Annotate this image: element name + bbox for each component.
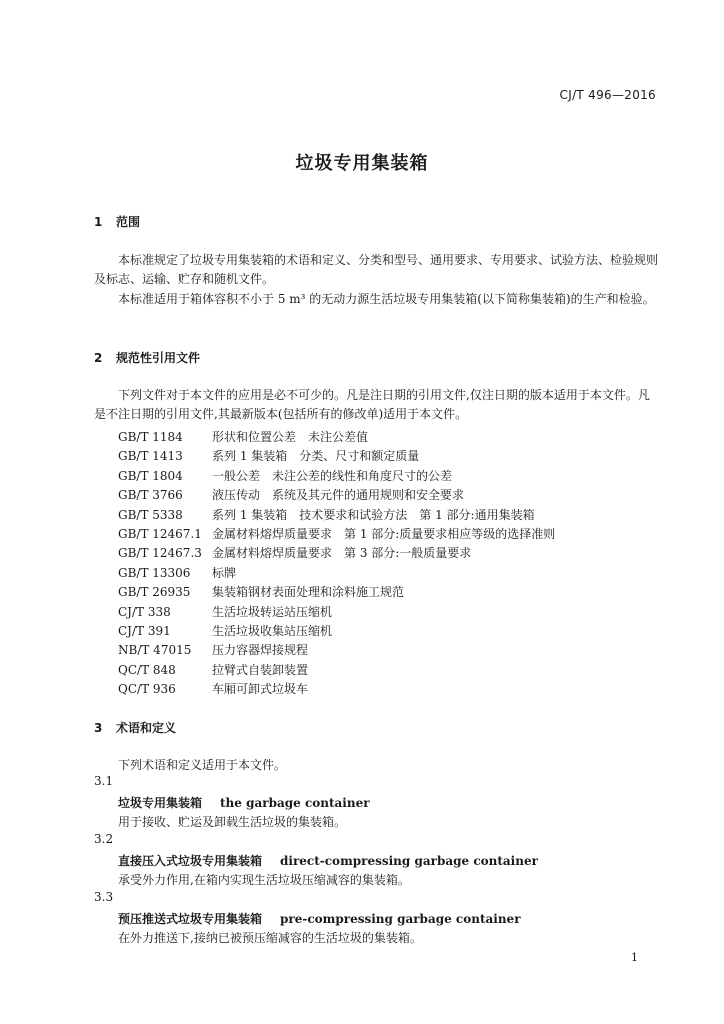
reference-code: GB/T 3766 [118, 488, 183, 503]
term-name-zh: 垃圾专用集装箱 [118, 796, 203, 810]
section-3-heading [94, 719, 176, 736]
reference-title: 系列 1 集装箱 分类、尺寸和额定质量 [212, 449, 420, 464]
document-title: 垃圾专用集装箱 [295, 153, 429, 174]
section-2-heading [94, 349, 200, 366]
reference-item [118, 447, 555, 466]
reference-item [118, 622, 555, 641]
reference-item [118, 661, 555, 680]
section-number: 3 [94, 721, 103, 735]
reference-title: 压力容器焊接规程 [212, 643, 309, 658]
reference-code: CJ/T 391 [118, 623, 171, 638]
reference-code: GB/T 12467.1 [118, 526, 202, 541]
reference-item [118, 680, 555, 699]
reference-title: 生活垃圾收集站压缩机 [212, 623, 333, 638]
term-name [118, 852, 538, 869]
section-1-heading [94, 213, 140, 230]
reference-item [118, 486, 555, 505]
scope-paragraph-1: 本标准规定了垃圾专用集装箱的术语和定义、分类和型号、通用要求、专用要求、试验方法、检验规则及标志、运输、贮存和随机文件。 [94, 253, 659, 286]
term-name-en: the garbage container [220, 796, 370, 810]
reference-item [118, 525, 555, 544]
reference-code: GB/T 1413 [118, 449, 183, 464]
references-intro: 下列文件对于本文件的应用是必不可少的。凡是注日期的引用文件,仅注日期的版本适用于本文件。凡是不注日期的引用文件,其最新版本(包括所有的修改单)适用于本文件。 [94, 388, 650, 421]
reference-item [118, 641, 555, 660]
reference-title: 液压传动 系统及其元件的通用规则和安全要求 [212, 488, 465, 503]
reference-title: 金属材料熔焊质量要求 第 3 部分:一般质量要求 [212, 546, 472, 561]
reference-title: 形状和位置公差 未注公差值 [212, 430, 369, 444]
term-name [118, 794, 370, 811]
term-number: 3.3 [94, 890, 114, 904]
reference-item [118, 603, 555, 622]
reference-title: 标牌 [212, 565, 237, 580]
standard-code: CJ/T 496—2016 [559, 88, 656, 102]
section-number: 1 [94, 215, 103, 229]
term-name-en: pre-compressing garbage container [280, 912, 521, 926]
terms-intro: 下列术语和定义适用于本文件。 [118, 758, 287, 772]
reference-code: GB/T 5338 [118, 507, 183, 522]
reference-item [118, 428, 555, 447]
reference-code: GB/T 12467.3 [118, 546, 202, 561]
reference-title: 一般公差 未注公差的线性和角度尺寸的公差 [212, 468, 453, 483]
section-title: 范围 [116, 215, 141, 229]
reference-title: 车厢可卸式垃圾车 [212, 682, 309, 697]
reference-code: QC/T 848 [118, 662, 176, 677]
reference-code: NB/T 47015 [118, 643, 192, 658]
reference-title: 拉臂式自装卸装置 [212, 662, 309, 677]
reference-title: 系列 1 集装箱 技术要求和试验方法 第 1 部分:通用集装箱 [212, 507, 535, 522]
term-definition: 用于接收、贮运及卸载生活垃圾的集装箱。 [118, 815, 347, 829]
scope-paragraph-2: 本标准适用于箱体容积不小于 5 m³ 的无动力源生活垃圾专用集装箱(以下简称集装箱)的生产和检验。 [118, 292, 655, 306]
reference-item [118, 544, 555, 563]
term-number: 3.1 [94, 774, 114, 788]
reference-item [118, 564, 555, 583]
reference-list [118, 428, 555, 699]
reference-title: 生活垃圾转运站压缩机 [212, 604, 333, 619]
page-number: 1 [631, 951, 638, 964]
reference-code: GB/T 13306 [118, 565, 191, 580]
reference-item [118, 583, 555, 602]
reference-code: QC/T 936 [118, 682, 176, 697]
term-number: 3.2 [94, 832, 114, 846]
term-name [118, 910, 521, 927]
term-definition: 承受外力作用,在箱内实现生活垃圾压缩减容的集装箱。 [118, 873, 410, 887]
section-title: 规范性引用文件 [116, 351, 201, 365]
reference-code: GB/T 1804 [118, 468, 183, 483]
term-definition: 在外力推送下,接纳已被预压缩减容的生活垃圾的集装箱。 [118, 931, 422, 945]
reference-title: 集装箱钢材表面处理和涂料施工规范 [212, 585, 405, 600]
term-name-zh: 预压推送式垃圾专用集装箱 [118, 912, 263, 926]
reference-title: 金属材料熔焊质量要求 第 1 部分:质量要求相应等级的选择准则 [212, 526, 556, 541]
section-title: 术语和定义 [116, 721, 177, 735]
section-number: 2 [94, 351, 103, 365]
reference-item [118, 506, 555, 525]
term-name-en: direct-compressing garbage container [280, 854, 538, 868]
reference-code: GB/T 1184 [118, 430, 183, 444]
term-name-zh: 直接压入式垃圾专用集装箱 [118, 854, 263, 868]
reference-code: GB/T 26935 [118, 585, 191, 600]
reference-code: CJ/T 338 [118, 604, 171, 619]
reference-item [118, 467, 555, 486]
